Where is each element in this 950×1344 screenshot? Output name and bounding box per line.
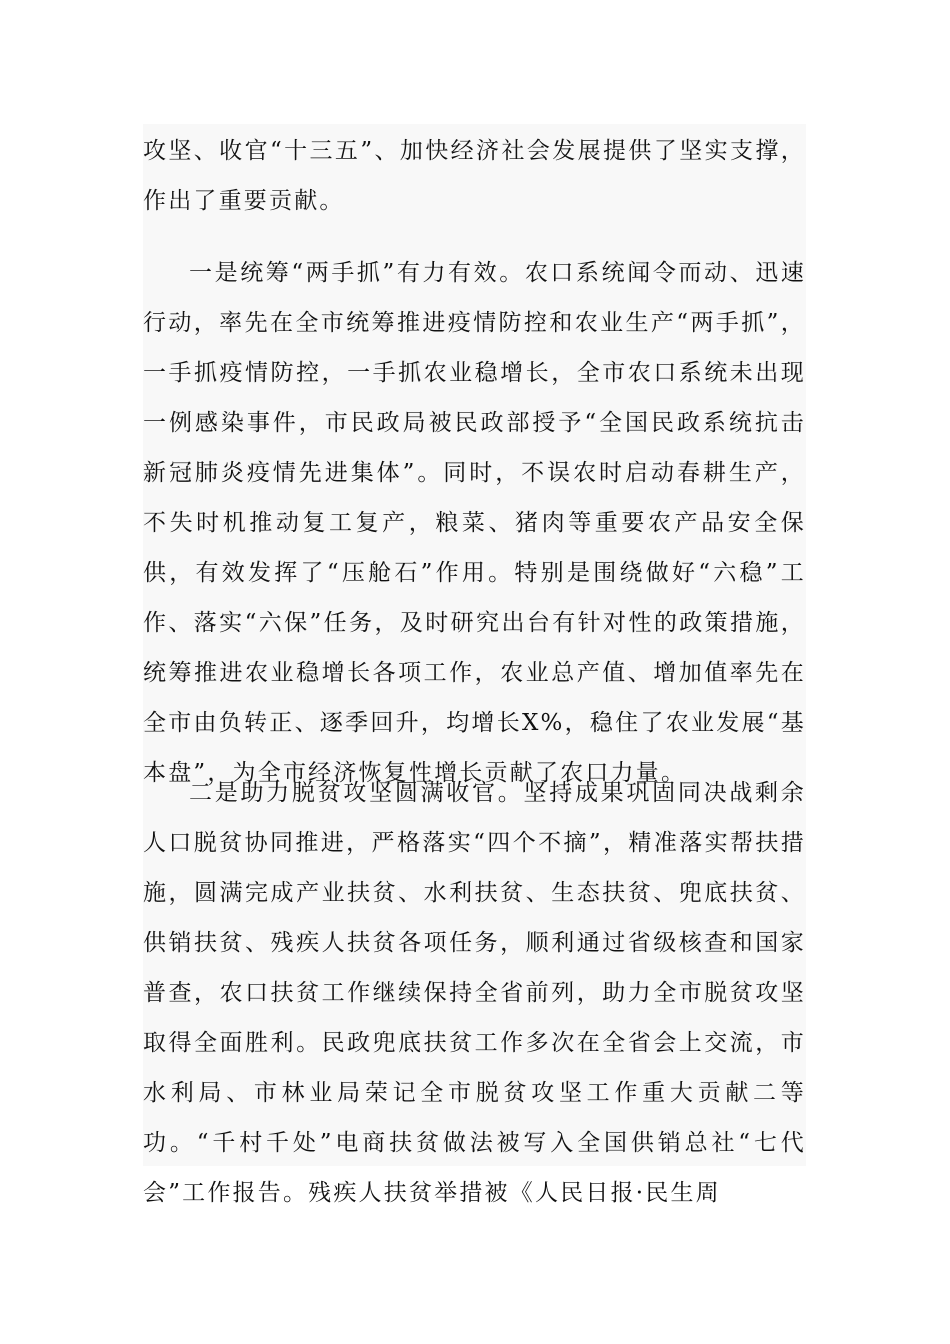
paragraph-poverty-alleviation: 二是助力脱贫攻坚圆满收官。坚持成果巩固同决战剩余人口脱贫协同推进，严格落实“四个不摘”，精准落实帮扶措施，圆满完成产业扶贫、水利扶贫、生态扶贫、兜底扶贫、供销扶贫、残疾人扶贫各项任务，顺利通过省级核查和国家普查，农口扶贫工作继续保持全省前列，助力全市脱贫攻坚取得全面胜利。民政兜底扶贫工作多次在全省会上交流，市水利局、市林业局荣记全市脱贫攻坚工作重大贡献二等功。“千村千处”电商扶贫做法被写入全国供销总社“七代会”工作报告。残疾人扶贫举措被《人民日报·民生周 [143,780,806,1206]
paragraph-two-hands: 一是统筹“两手抓”有力有效。农口系统闻令而动、迅速行动，率先在全市统筹推进疫情防控和农业生产“两手抓”，一手抓疫情防控，一手抓农业稳增长，全市农口系统未出现一例感染事件，市民政局被民政部授予“全国民政系统抗击新冠肺炎疫情先进集体”。同时，不误农时启动春耕生产，不失时机推动复工复产，粮菜、猪肉等重要农产品安全保供，有效发挥了“压舱石”作用。特别是围绕做好“六稳”工作、落实“六保”任务，及时研究出台有针对性的政策措施，统筹推进农业稳增长各项工作，农业总产值、增加值率先在全市由负转正、逐季回升，均增长X%，稳住了农业发展“基本盘”，为全市经济恢复性增长贡献了农口力量。 [143,260,806,786]
paragraph-continuation: 攻坚、收官“十三五”、加快经济社会发展提供了坚实支撑，作出了重要贡献。 [143,138,806,214]
document-body [143,124,806,1206]
